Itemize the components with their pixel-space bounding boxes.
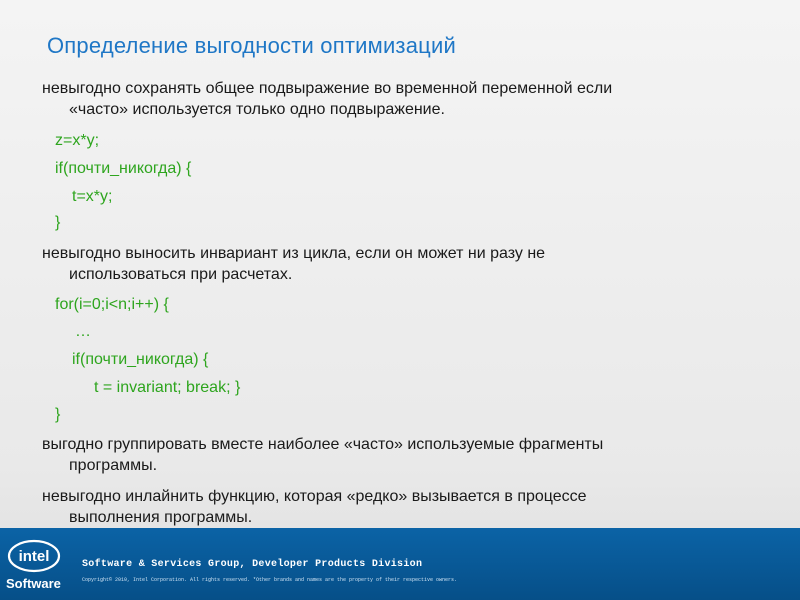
bullet-line-2: использоваться при расчетах. — [69, 266, 293, 283]
code-line: } — [55, 406, 61, 423]
code-line: for(i=0;i<n;i++) { — [55, 296, 169, 313]
bullet-line-2: программы. — [69, 457, 158, 474]
bullet-common-subexpression — [42, 78, 782, 120]
code-line: t = invariant; break; } — [94, 379, 241, 396]
logo-subtext: Software — [6, 576, 61, 591]
bullet-grouping — [42, 434, 782, 476]
bullet-line-1: выгодно группировать вместе наиболее «часто» используемые фрагменты — [42, 436, 604, 453]
code-line: … — [75, 323, 91, 340]
bullet-line-1: невыгодно выносить инвариант из цикла, если он может ни разу не — [42, 245, 546, 262]
bullet-line-2: «часто» используется только одно подвыражение. — [69, 101, 445, 118]
code-line: t=x*y; — [72, 188, 113, 205]
logo-text: intel — [18, 548, 50, 565]
division-name: Software & Services Group, Developer Products Division — [82, 559, 423, 570]
bullet-inlining — [42, 486, 782, 528]
code-line: if(почти_никогда) { — [72, 351, 209, 368]
bullet-line-1: невыгодно сохранять общее подвыражение во временной переменной если — [42, 80, 613, 97]
code-line: if(почти_никогда) { — [55, 160, 192, 177]
code-line: z=x*y; — [55, 132, 100, 149]
bullet-loop-invariant — [42, 243, 782, 285]
footer-bar — [0, 528, 800, 600]
bullet-line-1: невыгодно инлайнить функцию, которая «редко» вызывается в процессе — [42, 488, 587, 505]
slide-title: Определение выгодности оптимизаций — [47, 33, 456, 58]
intel-software-logo — [0, 528, 68, 600]
intel-logo-icon — [7, 536, 61, 576]
code-line: } — [55, 214, 61, 231]
bullet-line-2: выполнения программы. — [69, 509, 253, 526]
copyright-text: Copyright© 2010, Intel Corporation. All rights reserved. *Other brands and names are the property of their respective owners. — [82, 577, 458, 583]
